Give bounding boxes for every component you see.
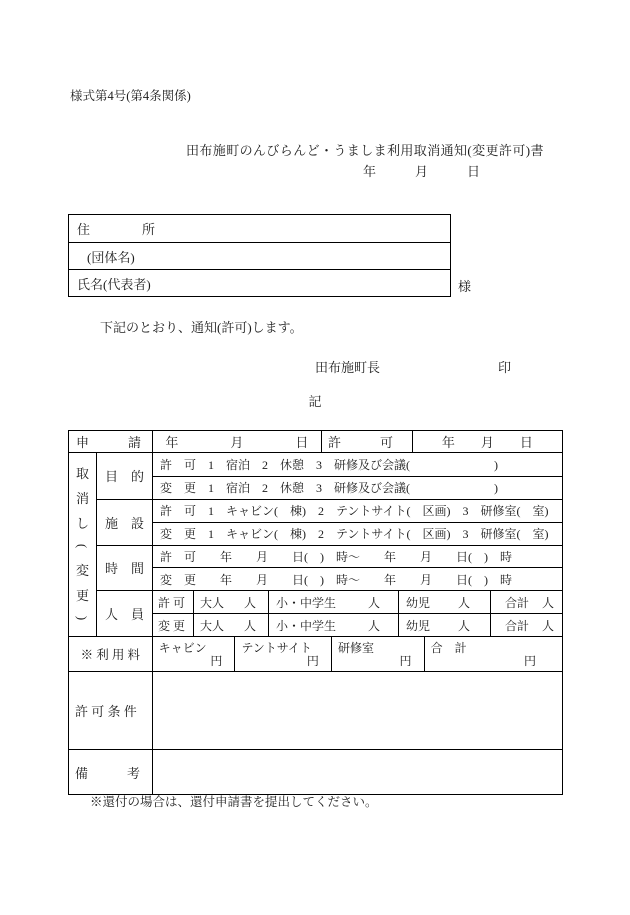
personnel-students-cell: 小・中学生 人 [269,591,399,613]
fee-tentsite-cell: テントサイト 円 [235,637,332,671]
application-date-cell: 年 月 日 [153,431,322,452]
cancel-change-block [69,453,562,637]
issue-date-line: 年 月 日 [363,164,481,179]
cancel-change-vertical-label: 取 消 し ( 変 更 ) [69,453,97,636]
time-change-row: 変 更 年 月 日( ) 時～ 年 月 日( ) 時 [153,567,562,590]
personnel-change-prefix: 変 更 [153,614,194,636]
conditions-row [69,672,562,750]
conditions-label: 許 可 条 件 [69,672,153,749]
fees-row [69,637,562,672]
honorific-sama: 様 [458,279,472,294]
recipient-group-row: (団体名) [69,242,450,269]
permit-date-cell: 年 月 日 [441,435,533,450]
remarks-row [69,750,562,794]
content-column [153,453,562,636]
personnel-infants-cell: 幼児 人 [399,591,491,613]
personnel-change-row [153,613,562,636]
form-number: 様式第4号(第4条関係) [70,89,191,103]
main-table [68,430,563,795]
footer-note: ※還付の場合は、還付申請書を提出してください。 [90,795,378,809]
personnel-students-cell: 小・中学生 人 [269,614,399,636]
personnel-infants-cell: 幼児 人 [399,614,491,636]
fee-cabin-cell: キャビン 円 [153,637,236,671]
purpose-change-row: 変 更 1 宿泊 2 休憩 3 研修及び会議( ) [153,476,562,499]
personnel-adults-cell: 大人 人 [194,614,269,636]
personnel-permit-row [153,590,562,613]
category-column [97,453,153,636]
facility-change-row: 変 更 1 キャビン( 棟) 2 テントサイト( 区画) 3 研修室( 室) [153,522,562,545]
remarks-label: 備 考 [69,750,153,794]
document-title: 田布施町のんびらんど・うましま利用取消通知(変更許可)書 [186,143,544,158]
recipient-name-row: 氏名(代表者) [69,269,450,296]
personnel-total-cell: 合計 人 [505,595,554,610]
record-heading: 記 [308,394,322,409]
notice-text: 下記のとおり、通知(許可)します。 [100,320,303,335]
issuer-name: 田布施町長 [315,360,381,375]
application-label-cell: 申 請 [69,431,153,452]
permit-label-cell: 許 可 [322,431,413,452]
personnel-total-cell: 合計 人 [505,618,554,633]
facility-permit-row: 許 可 1 キャビン( 棟) 2 テントサイト( 区画) 3 研修室( 室) [153,499,562,522]
facility-label: 施 設 [97,499,152,545]
recipient-address-row: 住 所 [77,222,156,237]
time-label: 時 間 [97,545,152,591]
fee-trainingroom-cell: 研修室 円 [332,637,425,671]
personnel-permit-prefix: 許 可 [153,591,194,613]
table-header-row [69,431,562,453]
seal-placeholder: 印 [497,360,511,375]
fees-label: ※ 利 用 料 [69,637,153,671]
conditions-content [153,672,562,749]
personnel-adults-cell: 大人 人 [194,591,269,613]
purpose-label: 目 的 [104,469,144,485]
time-permit-row: 許 可 年 月 日( ) 時～ 年 月 日( ) 時 [153,545,562,568]
purpose-permit-row: 許 可 1 宿泊 2 休憩 3 研修及び会議( ) [160,457,498,472]
fee-total-cell: 合 計 円 [430,641,536,668]
remarks-content [153,750,562,794]
issuer-line [315,357,511,376]
recipient-box [68,214,451,297]
personnel-label: 人 員 [97,590,152,636]
